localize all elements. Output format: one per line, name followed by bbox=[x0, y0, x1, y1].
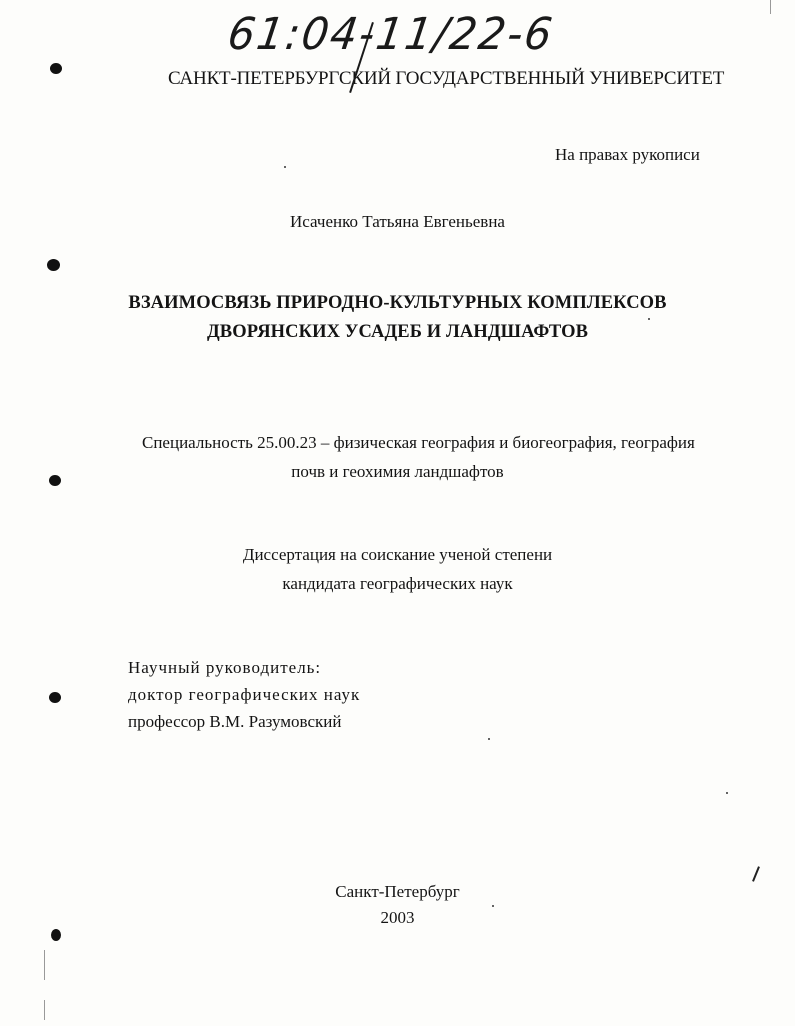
specialty-line-2: почв и геохимия ландшафтов bbox=[291, 462, 504, 481]
binder-hole-4 bbox=[49, 692, 61, 703]
pen-mark bbox=[752, 866, 760, 882]
supervisor-name: профессор В.М. Разумовский bbox=[128, 712, 342, 731]
thesis-title-line-1: ВЗАИМОСВЯЗЬ ПРИРОДНО-КУЛЬТУРНЫХ КОМПЛЕКСОВ bbox=[128, 293, 667, 313]
handwritten-archive-code: 61:04-11/22-6 bbox=[224, 8, 558, 60]
dissertation-type-line-2: кандидата географических наук bbox=[282, 574, 513, 593]
scan-edge-mark bbox=[44, 1000, 45, 1020]
scan-edge-mark bbox=[770, 0, 771, 14]
institution-name: САНКТ-ПЕТЕРБУРГСКИЙ ГОСУДАРСТВЕННЫЙ УНИВЕРСИТЕТ bbox=[168, 68, 725, 89]
author-name: Исаченко Татьяна Евгеньевна bbox=[290, 212, 505, 231]
supervisor-label: Научный руководитель: bbox=[128, 658, 322, 677]
scan-edge-mark bbox=[44, 950, 45, 980]
thesis-title-line-2: ДВОРЯНСКИХ УСАДЕБ И ЛАНДШАФТОВ bbox=[206, 322, 589, 342]
scan-speck bbox=[488, 738, 490, 740]
dissertation-type-line-1: Диссертация на соискание ученой степени bbox=[242, 545, 553, 564]
year: 2003 bbox=[380, 908, 415, 927]
scan-speck bbox=[648, 318, 650, 320]
binder-hole-1 bbox=[50, 63, 62, 74]
binder-hole-2 bbox=[47, 259, 60, 271]
manuscript-rights-note: На правах рукописи bbox=[555, 145, 700, 164]
supervisor-degree: доктор географических наук bbox=[128, 685, 361, 704]
city: Санкт-Петербург bbox=[335, 882, 460, 901]
scan-speck bbox=[726, 792, 728, 794]
scan-speck bbox=[492, 905, 494, 907]
scan-speck bbox=[284, 166, 286, 168]
specialty-line-1: Специальность 25.00.23 – физическая география и биогеография, география bbox=[142, 433, 695, 452]
binder-hole-5 bbox=[51, 929, 61, 941]
binder-hole-3 bbox=[49, 475, 61, 486]
